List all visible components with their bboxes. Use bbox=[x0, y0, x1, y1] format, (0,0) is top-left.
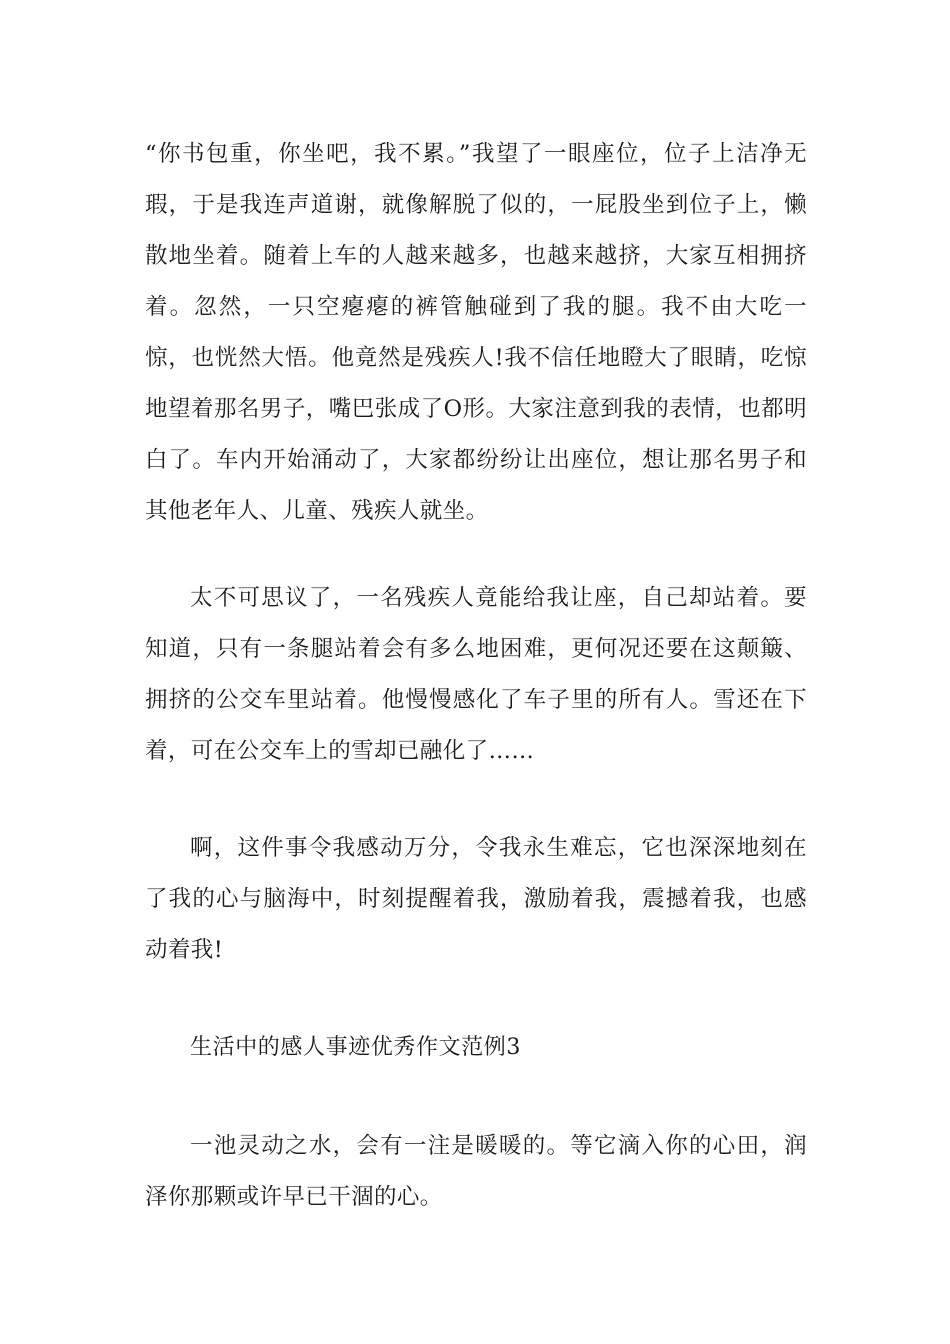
section-heading: 生活中的感人事迹优秀作文范例3 bbox=[190, 1035, 521, 1060]
paragraph-moved: 啊，这件事令我感动万分，令我永生难忘，它也深深地刻在了我的心与脑海中，时刻提醒着我，激励着我，震撼着我，也感动着我! bbox=[145, 835, 807, 963]
paragraph-bus-seat: “你书包重，你坐吧，我不累。”我望了一眼座位，位子上洁净无瑕，于是我连声道谢，就像解脱了似的，一屁股坐到位子上，懒散地坐着。随着上车的人越来越多，也越来越挤，大家互相拥挤着。忽然，一只空瘪瘪的裤管触碰到了我的腿。我不由大吃一惊，也恍然大悟。他竟然是残疾人!我不信任地瞪大了眼睛，吃惊地望着那名男子，嘴巴张成了O形。大家注意到我的表情，也都明白了。车内开始涌动了，大家都纷纷让出座位，想让那名男子和其他老年人、儿童、残疾人就坐。 bbox=[145, 141, 807, 524]
paragraph-warm-water: 一池灵动之水，会有一注是暖暖的。等它滴入你的心田，润泽你那颗或许早已干涸的心。 bbox=[145, 1133, 807, 1210]
paragraph-disabled-man: 太不可思议了，一名残疾人竟能给我让座，自己却站着。要知道，只有一条腿站着会有多么地困难，更何况还要在这颠簸、拥挤的公交车里站着。他慢慢感化了车子里的所有人。雪还在下着，可在公交车上的雪却已融化了…… bbox=[145, 585, 807, 764]
